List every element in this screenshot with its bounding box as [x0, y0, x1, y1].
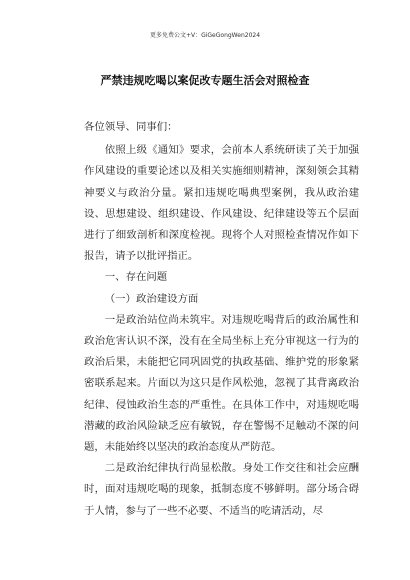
- item-paragraph-1: 一是政治站位尚未筑牢。对违规吃喝背后的政治属性和政治危害认识不深，没有在全局坐标上充分审视这一行为的政治后果，未能把它同巩固党的执政基础、维护党的形象紧密联系起来。片面以为这只是作风松弛，忽视了其背离政治纪律、侵蚀政治生态的严重性。在具体工作中，对违规吃喝潜藏的政治风险缺乏应有敏锐，存在警惕不足触动不深的问题，未能始终以坚决的政治态度从严防范。: [84, 313, 359, 454]
- subsection-heading: （一）政治建设方面: [104, 292, 199, 305]
- intro-paragraph: 依照上级《通知》要求，会前本人系统研读了关于加强作风建设的重要论述以及相关实施细则精神，深刻领会其精神要义与政治分量。紧扣违规吃喝典型案例，我从政治建设、思想建设、组织建设、作风建设、纪律建设等五个层面进行了细致剖析和深度检视。现将个人对照检查情况作如下报告，请予以批评指正。: [84, 144, 359, 263]
- section-heading: 一、存在问题: [104, 271, 168, 284]
- document-title: 严禁违规吃喝以案促改专题生活会对照检查: [100, 74, 310, 87]
- salutation: 各位领导、同事们：: [84, 121, 178, 133]
- header-note: 更多免费公文+V：GiGeGongWen2024: [149, 32, 261, 39]
- document-body: [84, 117, 359, 522]
- item-paragraph-2: 二是政治纪律执行尚显松散。身处工作交往和社会应酬时，面对违规吃喝的现象，抵制态度不够鲜明。部分场合碍于人情，参与了一些不必要、不适当的吃请活动，尽: [84, 462, 359, 517]
